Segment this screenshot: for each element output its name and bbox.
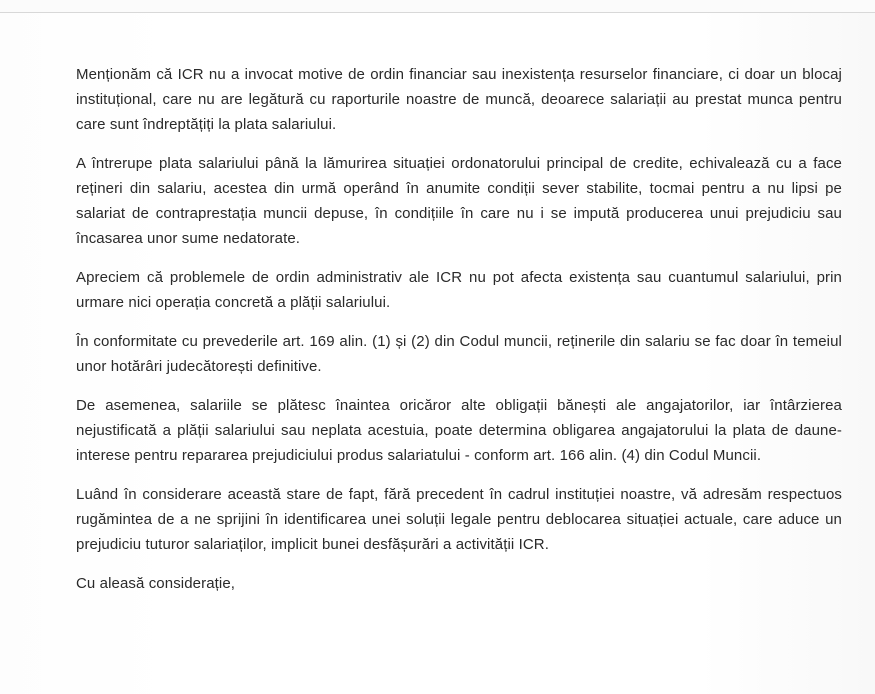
paragraph-3: Apreciem că problemele de ordin administrativ ale ICR nu pot afecta existența sau cuantumul salariului, prin urmare nici operația concretă a plății salariului. [76, 269, 842, 311]
page-top-edge [0, 0, 875, 13]
paragraph-2: A întrerupe plata salariului până la lămurirea situației ordonatorului principal de credite, echivalează cu a face rețineri din salariu, acestea din urmă operând în anumite condiții sever stabilite, tocmai pentru a nu lipsi pe salariat de contraprestația muncii depuse, în condițiile în care nu i se impută producerea unui prejudiciu sau încasarea unor sume nedatorate. [76, 155, 842, 247]
document-page [0, 13, 875, 694]
paragraph-6: Luând în considerare această stare de fapt, fără precedent în cadrul instituției noastre, vă adresăm respectuos rugămintea de a ne sprijini în identificarea unei soluții legale pentru deblocarea situației actuale, care aduce un prejudiciu tuturor salariaților, implicit bunei desfășurări a activității ICR. [76, 486, 842, 553]
letter-body [76, 62, 842, 596]
closing-salutation: Cu aleasă considerație, [76, 575, 236, 592]
paragraph-1: Menționăm că ICR nu a invocat motive de ordin financiar sau inexistența resurselor financiare, ci doar un blocaj instituțional, care nu are legătură cu raporturile noastre de muncă, deoarece salariații au prestat munca pentru care sunt îndreptățiți la plata salariului. [76, 66, 842, 133]
paragraph-4: În conformitate cu prevederile art. 169 alin. (1) și (2) din Codul muncii, reținerile din salariu se fac doar în temeiul unor hotărâri judecătorești definitive. [76, 333, 842, 375]
paragraph-5: De asemenea, salariile se plătesc înaintea oricăror alte obligații bănești ale angajatorilor, iar întârzierea nejustificată a plății salariului sau neplata acestuia, poate determina obligarea angajatorului la plata de daune-interese pentru repararea prejudiciului produs salariatului - conform art. 166 alin. (4) din Codul Muncii. [76, 397, 842, 464]
